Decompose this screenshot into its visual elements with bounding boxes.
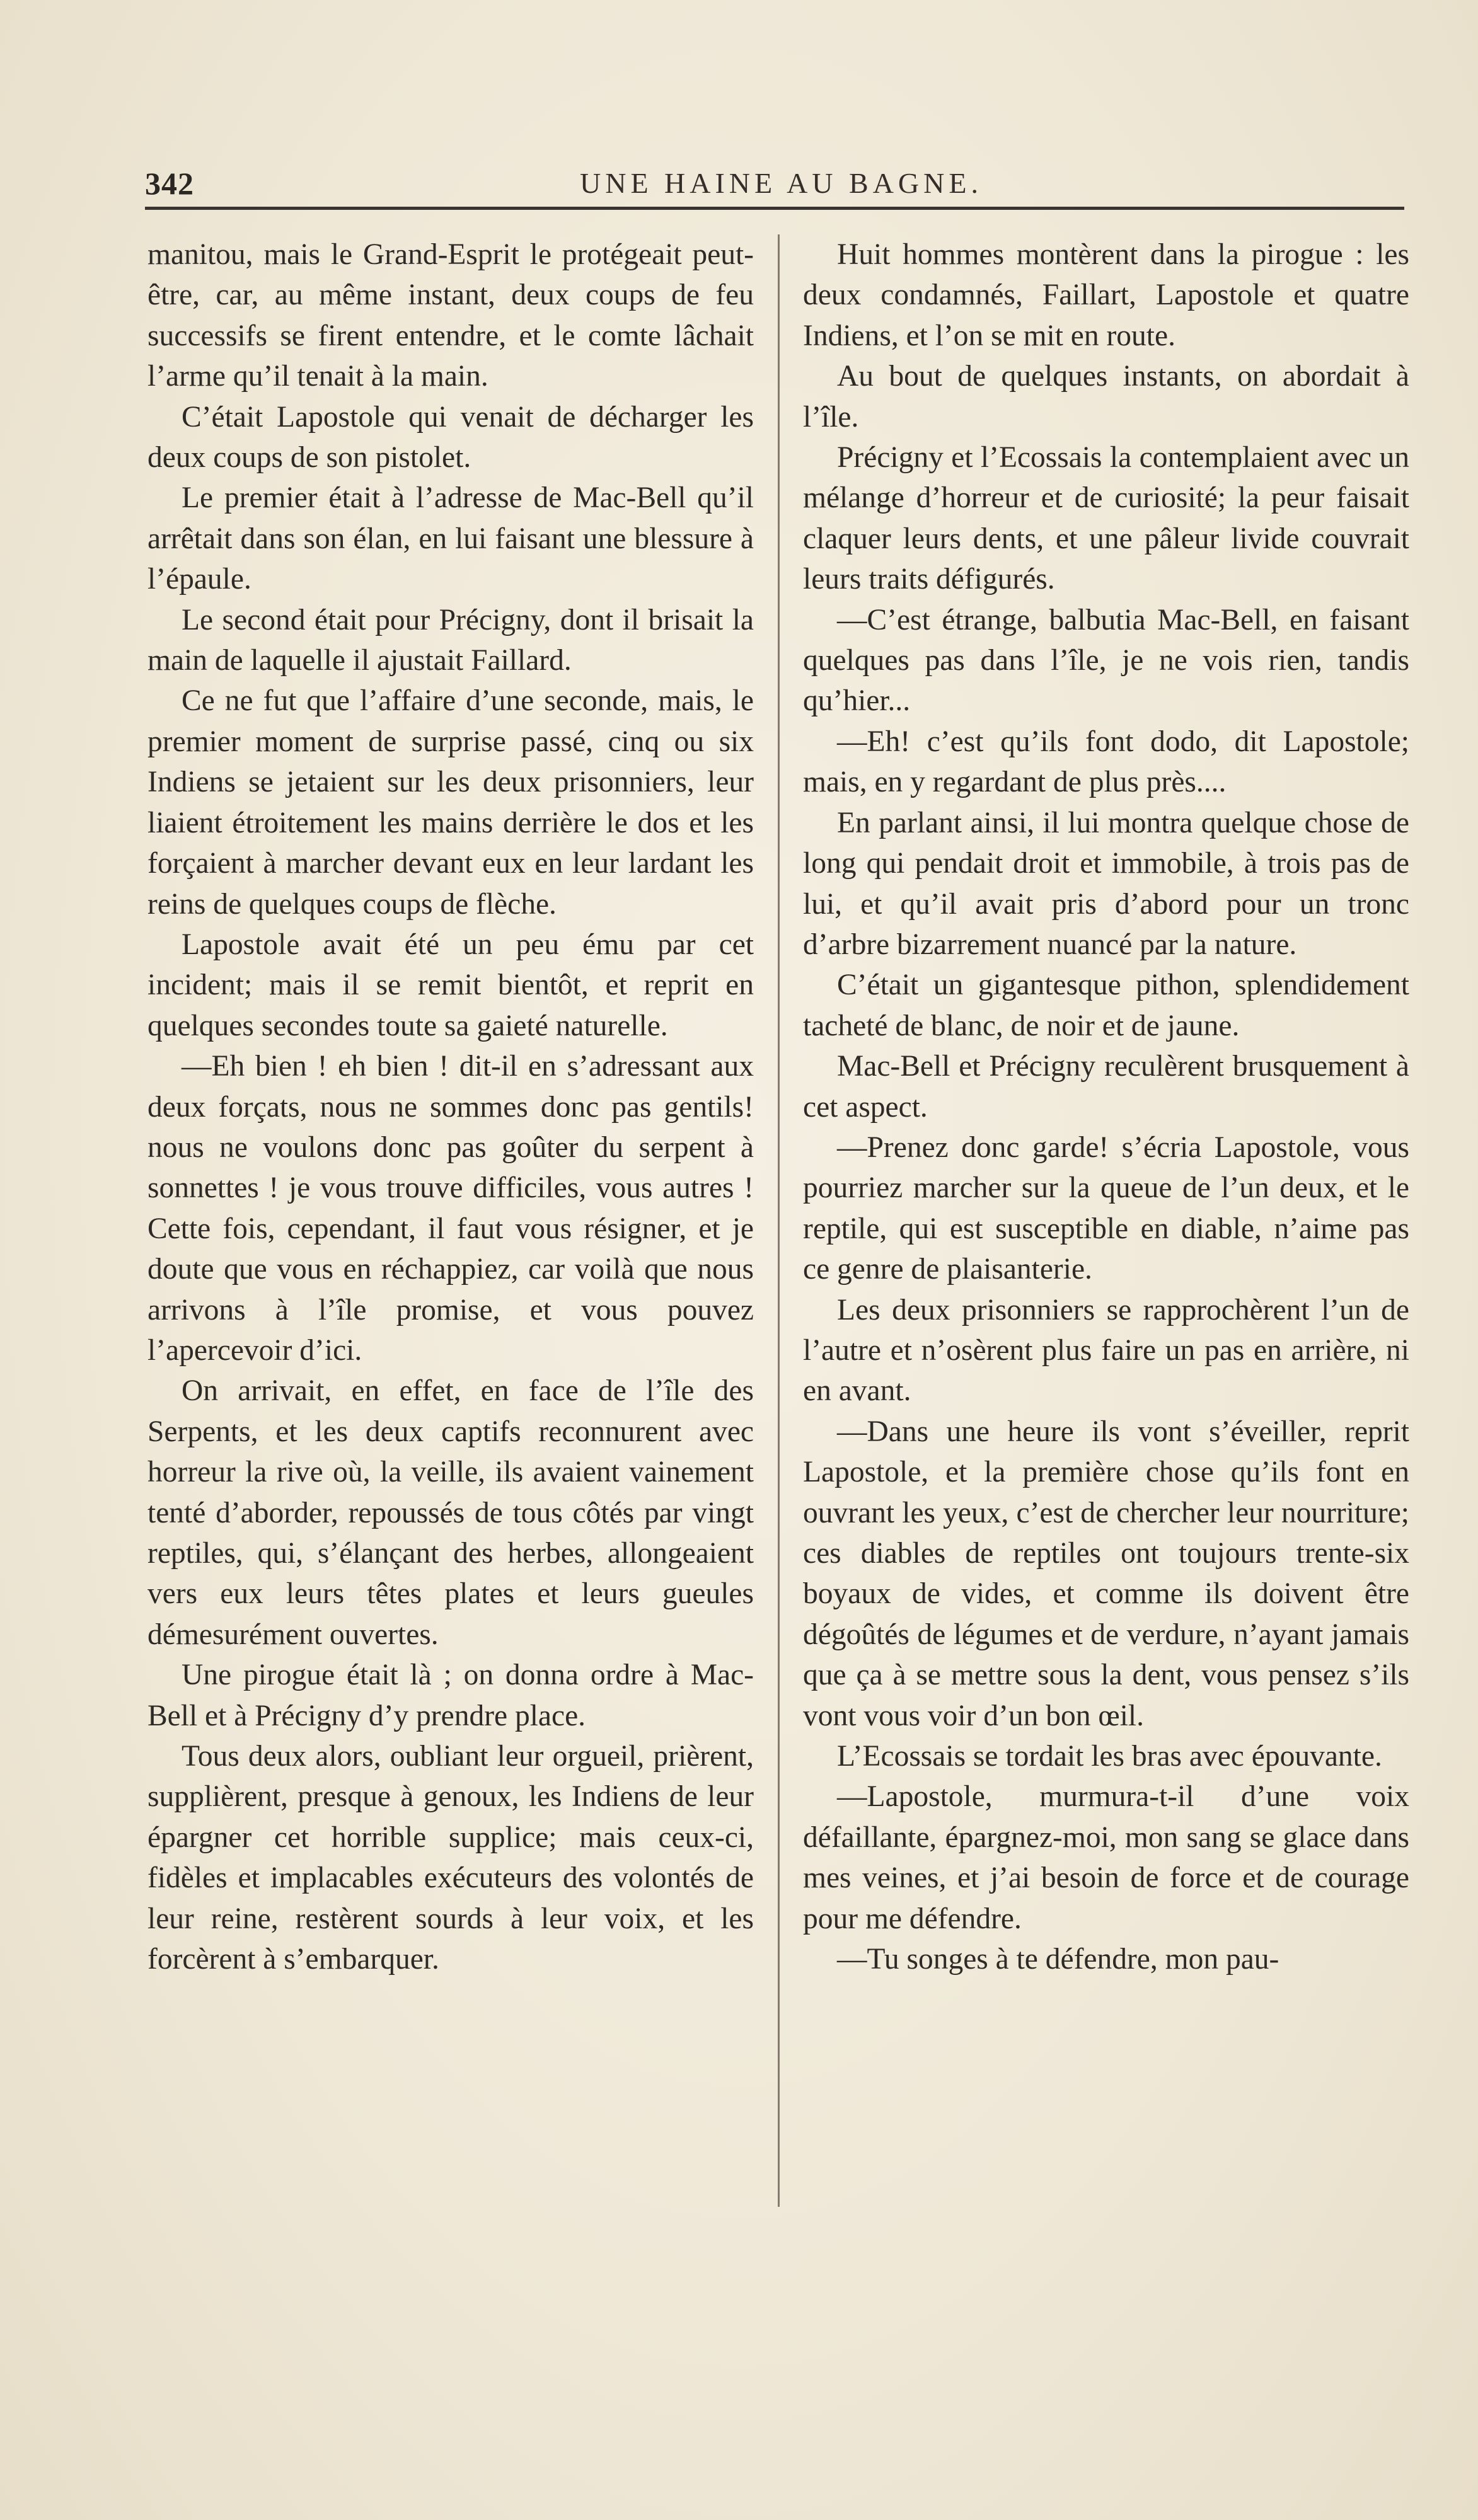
paragraph: Précigny et l’Ecossais la contemplaient avec un mélange d’horreur et de curiosité; la peur faisait claquer leurs dents, et une pâleur livide couvrait leurs traits défigurés. — [803, 441, 1409, 596]
paragraph: Une pirogue était là ; on donna ordre à Mac-Bell et à Précigny d’y prendre place. — [147, 1659, 754, 1732]
paragraph: —C’est étrange, balbutia Mac-Bell, en faisant quelques pas dans l’île, je ne vois rien, tandis qu’hier... — [803, 603, 1409, 718]
page-header — [145, 165, 1406, 209]
paragraph: —Prenez donc garde! s’écria Lapostole, vous pourriez marcher sur la queue de l’un deux, et le reptile, qui est susceptible en diable, n’aime pas ce genre de plaisanterie. — [803, 1131, 1409, 1286]
paragraph: —Tu songes à te défendre, mon pau- — [837, 1943, 1279, 1976]
paragraph: Le premier était à l’adresse de Mac-Bell qu’il arrêtait dans son élan, en lui faisant une blessure à l’épaule. — [147, 481, 754, 596]
left-column — [147, 234, 754, 1979]
running-title: UNE HAINE AU BAGNE. — [580, 167, 983, 199]
paragraph: manitou, mais le Grand-Esprit le protégeait peut-être, car, au même instant, deux coups de feu successifs se firent entendre, et le comte lâchait l’arme qu’il tenait à la main. — [147, 238, 754, 393]
paragraph: —Eh! c’est qu’ils font dodo, dit Lapostole; mais, en y regardant de plus près.... — [803, 725, 1409, 799]
paragraph: —Eh bien ! eh bien ! dit-il en s’adressant aux deux forçats, nous ne sommes donc pas gentils! nous ne voulons donc pas goûter du serpent à sonnettes ! je vous trouve difficiles, vous autres ! Cette fois, cependant, il faut vous résigner, et je doute que vous en réchappiez, car voilà que nous arrivons à l’île promise, et vous pouvez l’apercevoir d’ici. — [147, 1050, 754, 1367]
paragraph: C’était Lapostole qui venait de décharger les deux coups de son pistolet. — [147, 400, 754, 475]
paragraph: Les deux prisonniers se rapprochèrent l’un de l’autre et n’osèrent plus faire un pas en arrière, ni en avant. — [803, 1293, 1409, 1408]
paragraph: Lapostole avait été un peu ému par cet incident; mais il se remit bientôt, et reprit en quelques secondes toute sa gaieté naturelle. — [147, 928, 754, 1042]
paragraph: Au bout de quelques instants, on abordait à l’île. — [803, 360, 1409, 434]
page-number: 342 — [145, 166, 194, 201]
paragraph: C’était un gigantesque pithon, splendidement tacheté de blanc, de noir et de jaune. — [803, 969, 1409, 1042]
paragraph: Tous deux alors, oubliant leur orgueil, prièrent, supplièrent, presque à genoux, les Indiens de leur épargner cet horrible supplice; mais ceux-ci, fidèles et implacables exécuteurs des volontés de leur reine, restèrent sourds à leur voix, et les forcèrent à s’embarquer. — [147, 1740, 754, 1976]
paragraph: Mac-Bell et Précigny reculèrent brusquement à cet aspect. — [803, 1050, 1409, 1124]
column-divider — [778, 234, 780, 2207]
paragraph: Le second était pour Précigny, dont il brisait la main de laquelle il ajustait Faillard. — [147, 603, 754, 677]
paragraph: —Dans une heure ils vont s’éveiller, reprit Lapostole, et la première chose qu’ils font en ouvrant les yeux, c’est de chercher leur nourriture; ces diables de reptiles ont toujours trente-six boyaux de vides, et comme ils doivent être dégoûtés de légumes et de verdure, n’ayant jamais que ça à se mettre sous la dent, vous pensez s’ils vont vous voir d’un bon œil. — [803, 1415, 1409, 1732]
paragraph: Ce ne fut que l’affaire d’une seconde, mais, le premier moment de surprise passé, cinq ou six Indiens se jetaient sur les deux prisonniers, leur liaient étroitement les mains derrière le dos et les forçaient à marcher devant eux en leur lardant les reins de quelques coups de flèche. — [147, 684, 754, 921]
paragraph: En parlant ainsi, il lui montra quelque chose de long qui pendait droit et immobile, à trois pas de lui, et qu’il avait pris d’abord pour un tronc d’arbre bizarrement nuancé par la nature. — [803, 806, 1409, 961]
paragraph: —Lapostole, murmura-t-il d’une voix défaillante, épargnez-moi, mon sang se glace dans mes veines, et j’ai besoin de force et de courage pour me défendre. — [803, 1780, 1409, 1935]
paragraph: Huit hommes montèrent dans la pirogue : les deux condamnés, Faillart, Lapostole et quatre Indiens, et l’on se mit en route. — [803, 238, 1409, 352]
right-column — [803, 234, 1409, 1979]
paragraph: On arrivait, en effet, en face de l’île des Serpents, et les deux captifs reconnurent avec horreur la rive où, la veille, ils avaient vainement tenté d’aborder, repoussés de tous côtés par vingt reptiles, qui, s’élançant des herbes, allongeaient vers eux leurs têtes plates et leurs gueules démesurément ouvertes. — [147, 1374, 754, 1651]
header-rule — [145, 207, 1404, 210]
paragraph: L’Ecossais se tordait les bras avec épouvante. — [837, 1740, 1382, 1773]
